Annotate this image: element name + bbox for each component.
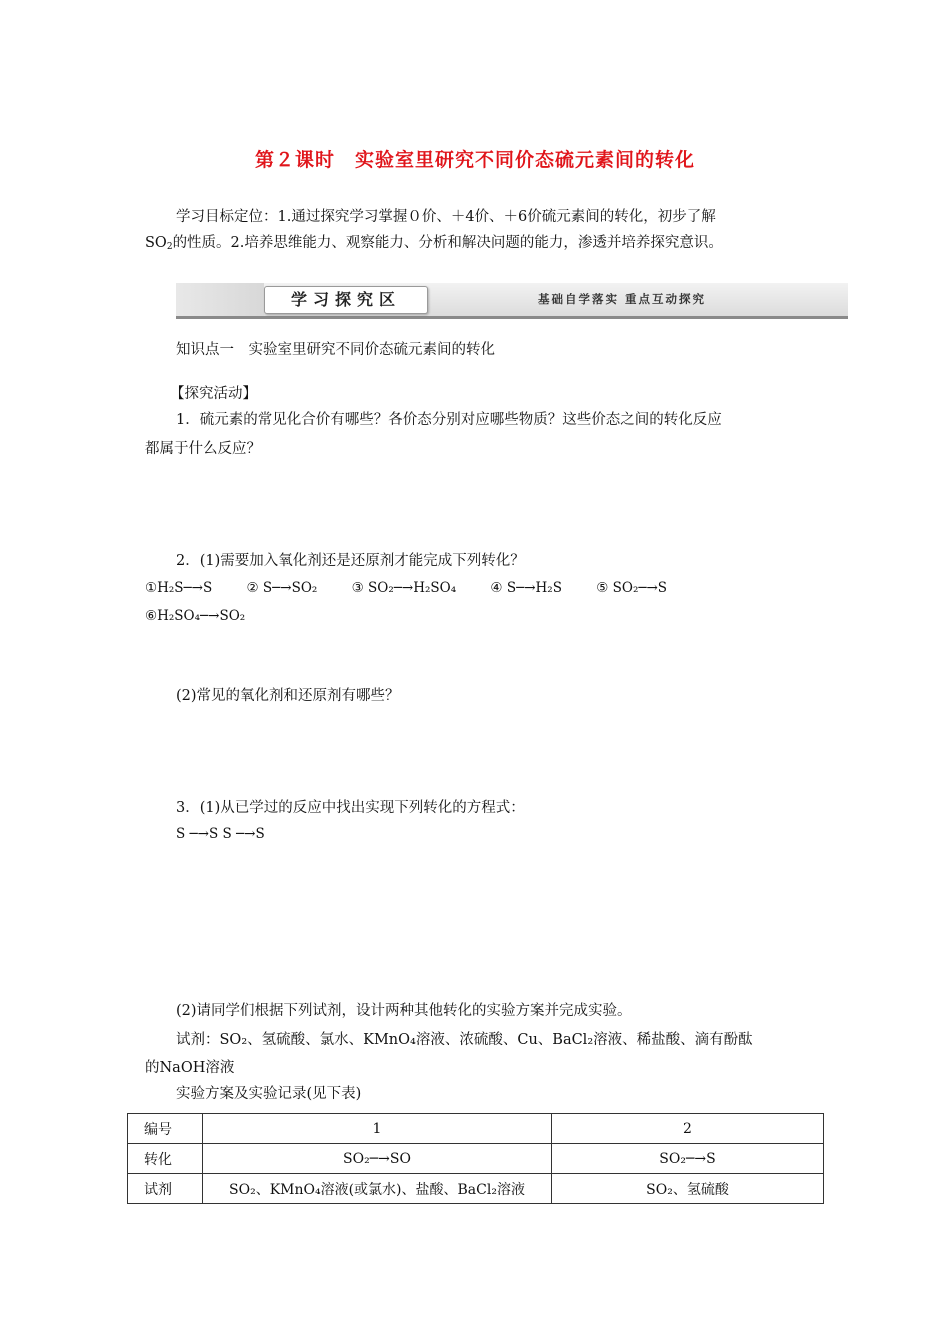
table-cell: SO₂─→S	[552, 1144, 824, 1174]
question-1-line1: 1．硫元素的常见化合价有哪些？各价态分别对应哪些物质？这些价态之间的转化反应	[176, 412, 722, 428]
section-heading: 知识点一 实验室里研究不同价态硫元素间的转化	[176, 342, 495, 358]
so2-formula: SO	[145, 235, 167, 251]
row-label: 编号	[128, 1114, 203, 1144]
table-row	[128, 1114, 824, 1144]
table-cell: SO₂、KMnO₄溶液(或氯水)、盐酸、BaCl₂溶液	[203, 1174, 552, 1204]
question-3-part2: (2)请同学们根据下列试剂，设计两种其他转化的实验方案并完成实验。	[176, 1003, 632, 1019]
question-3-part1: 3．(1)从已学过的反应中找出实现下列转化的方程式：	[176, 800, 525, 816]
goals-text: 的性质。2.培养思维能力、观察能力、分析和解决问题的能力，渗透并培养探究意识。	[172, 235, 723, 251]
table-cell: 1	[203, 1114, 552, 1144]
subscript: 2	[166, 242, 173, 252]
row-label: 转化	[128, 1144, 203, 1174]
table-cell: SO₂─→SO	[203, 1144, 552, 1174]
table-caption: 实验方案及实验记录(见下表)	[176, 1086, 362, 1102]
section-banner	[176, 283, 848, 319]
question-1-line2: 都属于什么反应？	[145, 441, 261, 457]
banner-shade	[176, 283, 264, 316]
conversion-item: ④ S─→H₂S	[490, 580, 562, 596]
reagents-line1: 试剂：SO₂、氢硫酸、氯水、KMnO₄溶液、浓硫酸、Cu、BaCl₂溶液、稀盐酸、滴有酚酞	[176, 1032, 753, 1048]
conversion-item: ①H₂S─→S	[145, 580, 213, 596]
question-2-part2: (2)常见的氧化剂和还原剂有哪些？	[176, 688, 400, 704]
experiment-table	[127, 1113, 824, 1204]
learning-goals-line2	[145, 230, 723, 260]
page-title: 第２课时 实验室里研究不同价态硫元素间的转化	[254, 149, 695, 171]
table-row	[128, 1144, 824, 1174]
conversion-item: ② S─→SO₂	[246, 580, 318, 596]
reagents-line2: 的NaOH溶液	[145, 1060, 235, 1076]
conversion-item-6: ⑥H₂SO₄─→SO₂	[145, 608, 246, 624]
activity-label: 【探究活动】	[170, 386, 257, 402]
question-2-items	[145, 575, 667, 601]
table-row	[128, 1174, 824, 1204]
question-2-part1: 2．(1)需要加入氧化剂还是还原剂才能完成下列转化？	[176, 553, 525, 569]
table-cell: SO₂、氢硫酸	[552, 1174, 824, 1204]
learning-goals-line1: 学习目标定位：1.通过探究学习掌握０价、＋4价、＋6价硫元素间的转化，初步了解	[176, 209, 716, 225]
table-cell: 2	[552, 1114, 824, 1144]
banner-subtitle: 基础自学落实 重点互动探究	[538, 292, 707, 306]
banner-title: 学习探究区	[264, 286, 428, 314]
conversion-item: ③ SO₂─→H₂SO₄	[351, 580, 457, 596]
row-label: 试剂	[128, 1174, 203, 1204]
conversion-item: ⑤ SO₂─→S	[596, 580, 668, 596]
question-3-conversions: S ─→S S ─→S	[176, 826, 265, 842]
